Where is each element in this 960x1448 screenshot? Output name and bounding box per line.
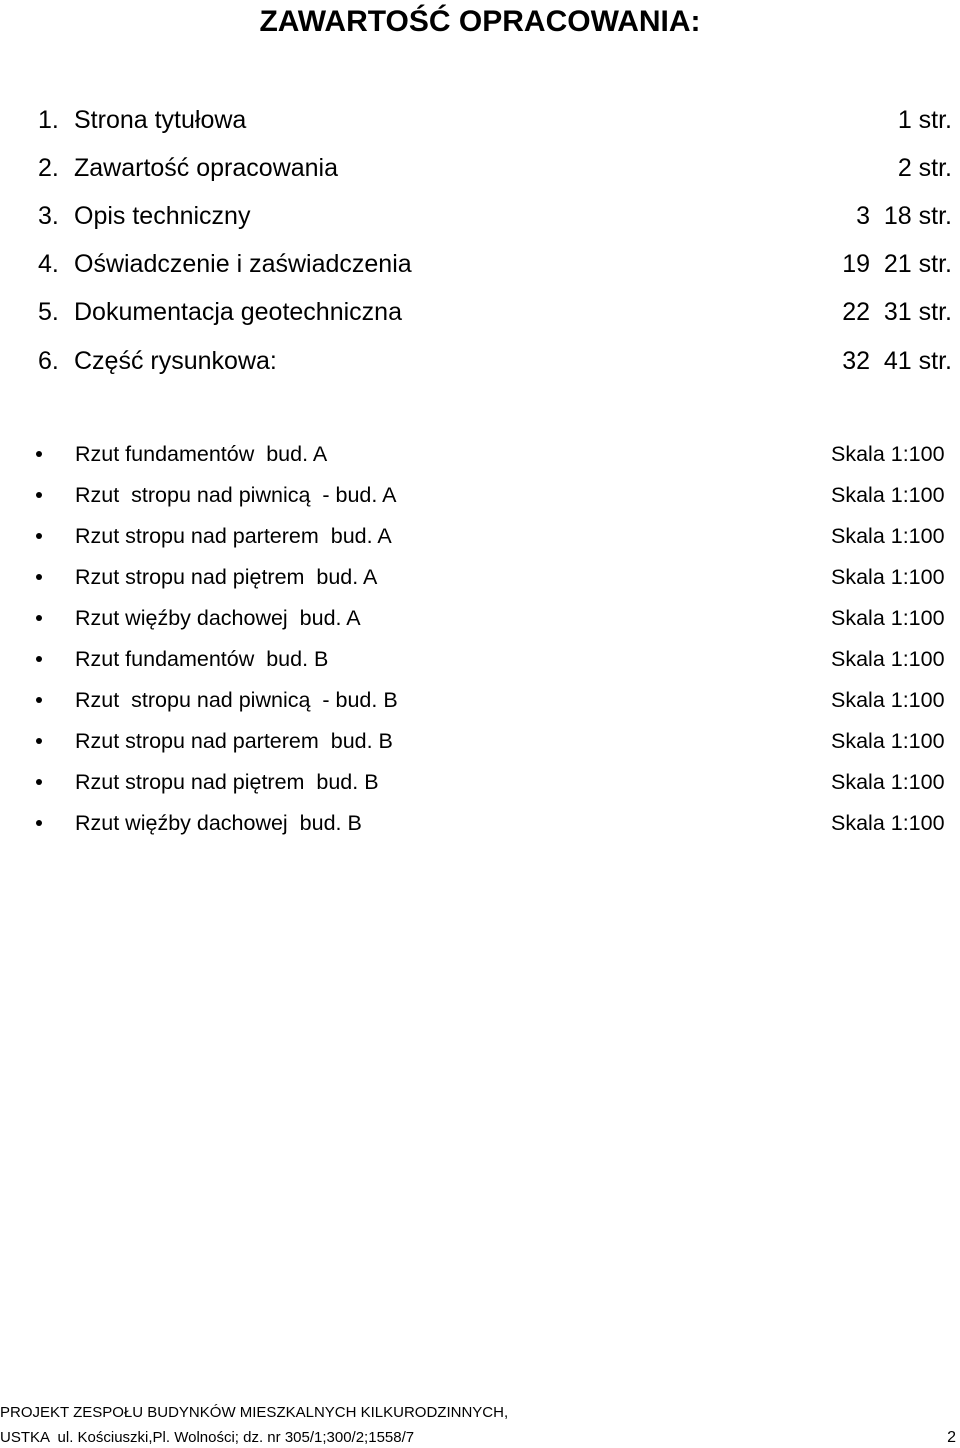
drawing-scale: Skala 1:100	[831, 811, 945, 835]
page-number: 2	[947, 1429, 956, 1446]
toc-item	[38, 292, 952, 332]
bullet-icon	[36, 820, 42, 826]
toc-item-pages: 3 18 str.	[856, 202, 952, 230]
toc-item-label: Opis techniczny	[74, 202, 251, 230]
bullet-icon	[36, 656, 42, 662]
toc-item-label: Oświadczenie i zaświadczenia	[74, 250, 412, 278]
drawing-title: Rzut stropu nad parterem bud. A	[75, 524, 392, 548]
drawing-scale: Skala 1:100	[831, 647, 945, 671]
page-title: ZAWARTOŚĆ OPRACOWANIA:	[259, 5, 701, 38]
drawing-scale: Skala 1:100	[831, 688, 945, 712]
drawing-title: Rzut stropu nad piwnicą - bud. A	[75, 483, 397, 507]
drawing-scale: Skala 1:100	[831, 729, 945, 753]
bullet-icon	[36, 615, 42, 621]
drawing-scale: Skala 1:100	[831, 524, 945, 548]
toc-item	[38, 244, 952, 284]
toc-item-number: 1.	[38, 106, 59, 134]
toc-item-number: 3.	[38, 202, 59, 230]
toc-item-label: Część rysunkowa:	[74, 347, 277, 375]
list-item	[36, 436, 956, 472]
toc-item-pages: 1 str.	[897, 106, 952, 134]
drawing-scale: Skala 1:100	[831, 483, 945, 507]
footer-project-title: PROJEKT ZESPOŁU BUDYNKÓW MIESZKALNYCH KILKURODZINNYCH,	[0, 1404, 509, 1421]
toc-item-label: Zawartość opracowania	[74, 154, 339, 182]
list-item	[36, 641, 956, 677]
drawing-scale: Skala 1:100	[831, 442, 945, 466]
toc-item-label: Strona tytułowa	[74, 106, 247, 134]
bullet-icon	[36, 533, 42, 539]
toc-item-label: Dokumentacja geotechniczna	[74, 298, 402, 326]
toc-item	[38, 148, 952, 188]
drawing-scale: Skala 1:100	[831, 565, 945, 589]
bullet-icon	[36, 451, 42, 457]
toc-item-pages: 32 41 str.	[842, 347, 952, 375]
list-item	[36, 559, 956, 595]
bullet-icon	[36, 697, 42, 703]
list-item	[36, 682, 956, 718]
drawing-scale: Skala 1:100	[831, 606, 945, 630]
drawing-title: Rzut stropu nad piwnicą - bud. B	[75, 688, 398, 712]
drawing-scale: Skala 1:100	[831, 770, 945, 794]
drawing-title: Rzut fundamentów bud. A	[75, 442, 328, 466]
drawing-title: Rzut więźby dachowej bud. B	[75, 811, 362, 835]
toc-item	[38, 100, 952, 140]
bullet-icon	[36, 779, 42, 785]
toc-item-number: 2.	[38, 154, 59, 182]
footer-address: USTKA ul. Kościuszki,Pl. Wolności; dz. nr 305/1;300/2;1558/7	[0, 1429, 415, 1446]
toc-item-number: 4.	[38, 250, 59, 278]
bullet-icon	[36, 738, 42, 744]
toc-item	[38, 341, 952, 381]
bullet-icon	[36, 574, 42, 580]
toc-item-pages: 19 21 str.	[842, 250, 952, 278]
toc-item-number: 6.	[38, 347, 59, 375]
list-item	[36, 518, 956, 554]
drawing-title: Rzut więźby dachowej bud. A	[75, 606, 361, 630]
drawing-title: Rzut stropu nad piętrem bud. B	[75, 770, 379, 794]
toc-item	[38, 196, 952, 236]
list-item	[36, 600, 956, 636]
toc-item-pages: 2 str.	[897, 154, 952, 182]
toc-item-number: 5.	[38, 298, 59, 326]
list-item	[36, 723, 956, 759]
toc-item-pages: 22 31 str.	[842, 298, 952, 326]
drawing-title: Rzut fundamentów bud. B	[75, 647, 329, 671]
list-item	[36, 805, 956, 841]
drawing-title: Rzut stropu nad piętrem bud. A	[75, 565, 378, 589]
list-item	[36, 477, 956, 513]
drawing-title: Rzut stropu nad parterem bud. B	[75, 729, 393, 753]
bullet-icon	[36, 492, 42, 498]
list-item	[36, 764, 956, 800]
